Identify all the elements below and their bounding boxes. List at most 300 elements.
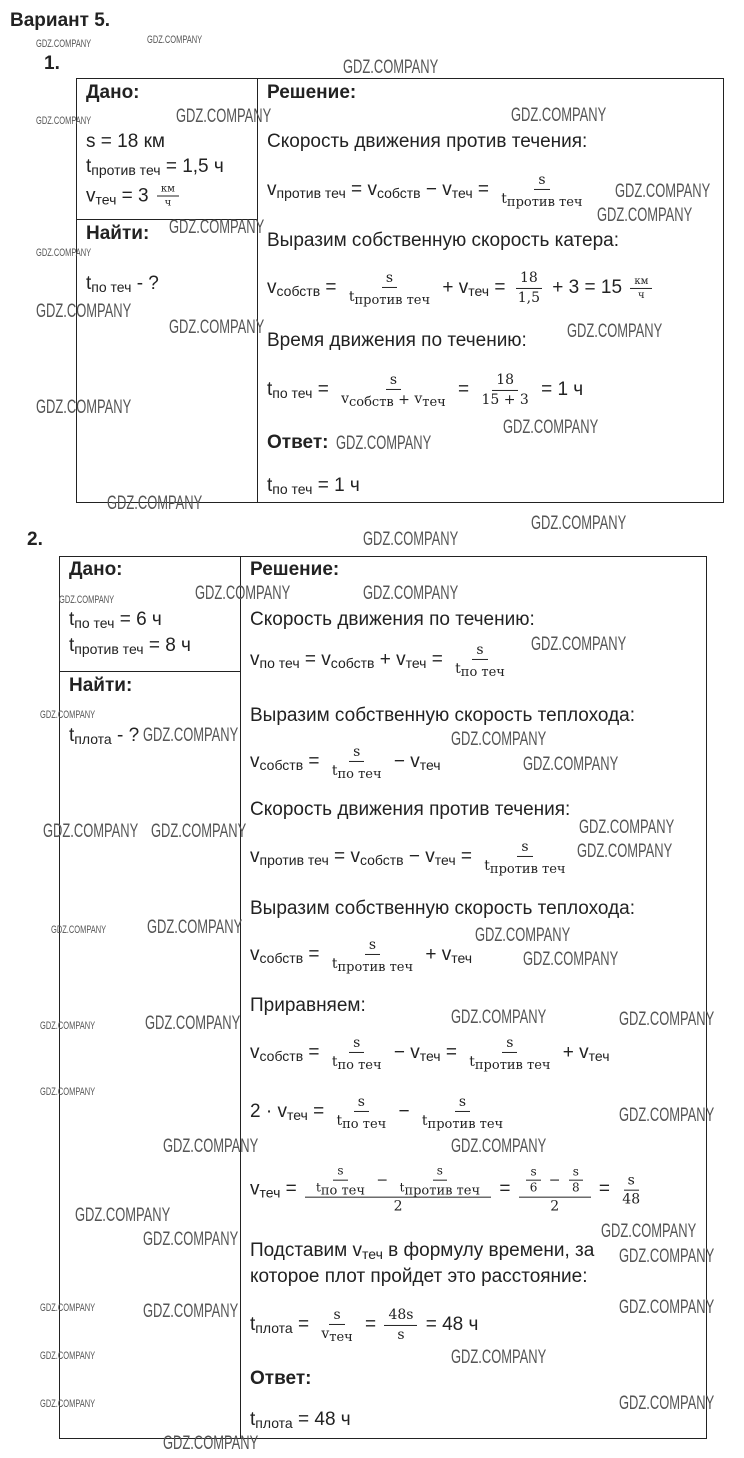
variable-symbol: t — [348, 289, 355, 306]
variable-symbol: t — [69, 609, 75, 630]
variable-subscript: теч — [422, 395, 446, 411]
text-run: s — [476, 641, 484, 658]
variable-symbol: v — [250, 1178, 260, 1200]
variable — [469, 1053, 550, 1072]
text-run: в формулу времени, за — [382, 1240, 595, 1261]
variable-subscript: собств — [330, 654, 375, 671]
text-run: 2 · — [250, 1100, 278, 1122]
numerator — [534, 171, 549, 190]
variable-symbol: v — [250, 1041, 260, 1063]
variable — [414, 390, 445, 409]
variable-subscript: плота — [74, 731, 112, 747]
variable-subscript: теч — [468, 282, 490, 299]
variable-symbol: t — [86, 273, 92, 294]
text-run: Скорость движения против течения: — [250, 799, 571, 820]
variable-symbol: v — [579, 1041, 589, 1063]
text-run: + — [420, 943, 442, 965]
variable-symbol: v — [250, 750, 260, 772]
solution-formula — [250, 641, 512, 679]
fraction — [337, 371, 450, 409]
variable — [341, 390, 394, 409]
watermark-text: GDZ.COMPANY — [40, 1350, 96, 1362]
watermark-text: GDZ.COMPANY — [523, 949, 619, 970]
text-run: Найти: — [86, 223, 150, 244]
text-run: = — [593, 1178, 616, 1200]
text-run: s = 18 км — [86, 131, 165, 152]
variable-subscript: по теч — [272, 384, 313, 401]
variable — [455, 660, 505, 679]
text-run: s — [389, 371, 398, 388]
variable-symbol: t — [501, 191, 507, 208]
text-run: км — [634, 275, 649, 287]
fraction — [312, 1164, 369, 1197]
variable — [367, 179, 420, 201]
text-run: + — [437, 276, 459, 298]
text-run: s — [353, 1034, 361, 1051]
text-run: − — [371, 1172, 393, 1189]
text-run: = — [320, 276, 342, 298]
variable — [332, 1053, 382, 1072]
text-run: s — [530, 1164, 537, 1179]
variable-symbol: v — [267, 178, 277, 200]
watermark-text: GDZ.COMPANY — [579, 817, 675, 838]
variable-symbol: t — [86, 156, 92, 177]
variable-symbol: v — [352, 1240, 362, 1261]
denominator — [634, 288, 649, 301]
watermark-text: GDZ.COMPANY — [176, 106, 272, 127]
numerator — [517, 838, 532, 857]
numerator — [455, 1093, 470, 1112]
numerator — [630, 274, 652, 288]
text-run: = — [303, 750, 325, 772]
variable — [350, 846, 403, 868]
text-run: 1,5 — [517, 289, 541, 306]
text-run: = — [489, 276, 511, 298]
numerator — [433, 1164, 447, 1181]
variable-subscript: теч — [259, 1184, 281, 1201]
find-label — [69, 675, 132, 697]
variable-symbol: v — [250, 943, 260, 965]
numerator — [349, 743, 364, 762]
solution-text — [267, 230, 619, 252]
numerator — [492, 371, 518, 390]
text-run: = 6 ч — [114, 609, 162, 630]
variable-symbol: t — [455, 661, 461, 678]
fraction — [480, 838, 569, 876]
denominator — [345, 288, 434, 307]
solution-text — [250, 799, 570, 821]
text-run: Выразим собственную скорость теплохода: — [250, 705, 636, 726]
variable-symbol: v — [250, 845, 260, 867]
text-run: = 48 ч — [292, 1409, 351, 1430]
variable-subscript: по теч — [460, 665, 505, 681]
text-run: Дано: — [86, 82, 140, 103]
denominator — [618, 1190, 644, 1208]
variable-symbol: t — [250, 1313, 256, 1335]
fraction — [328, 936, 417, 974]
variable — [250, 1409, 293, 1431]
variable — [422, 1112, 503, 1131]
fraction — [384, 1306, 417, 1343]
denominator — [328, 762, 386, 781]
text-run: Решение: — [267, 82, 357, 103]
variable-symbol: t — [250, 1409, 256, 1430]
text-run: Найти: — [69, 675, 133, 696]
text-run: s — [353, 743, 361, 760]
numerator — [329, 1306, 344, 1325]
variable-symbol: v — [442, 178, 452, 200]
solution-formula — [250, 838, 573, 876]
variable-symbol: v — [86, 185, 96, 206]
watermark-text: GDZ.COMPANY — [451, 729, 547, 750]
watermark-text: GDZ.COMPANY — [615, 181, 711, 202]
solution-text — [250, 995, 366, 1017]
watermark-text: GDZ.COMPANY — [363, 529, 459, 550]
fraction — [514, 269, 544, 306]
variable-symbol: v — [267, 276, 277, 298]
variable — [332, 955, 413, 974]
denominator — [497, 190, 586, 209]
variable-subscript: теч — [419, 756, 441, 773]
text-run: ч — [164, 197, 172, 209]
solution-formula — [250, 1034, 610, 1072]
variable-symbol: v — [410, 1041, 420, 1063]
watermark-text: GDZ.COMPANY — [195, 583, 291, 604]
text-run: = 1,5 ч — [160, 156, 224, 177]
denominator — [161, 197, 176, 210]
variable — [410, 751, 440, 773]
variable — [501, 190, 582, 209]
text-run: s — [572, 1164, 579, 1179]
variable — [349, 288, 430, 307]
watermark-text: GDZ.COMPANY — [577, 841, 673, 862]
text-run: Решение: — [250, 559, 340, 580]
watermark-text: GDZ.COMPANY — [75, 1205, 171, 1226]
watermark-text: GDZ.COMPANY — [619, 1393, 715, 1414]
variable — [69, 725, 112, 747]
text-run: = 48 ч — [420, 1313, 479, 1335]
watermark-text: GDZ.COMPANY — [36, 115, 92, 127]
watermark-text: GDZ.COMPANY — [40, 709, 96, 721]
variable-symbol: t — [421, 1113, 428, 1130]
text-run: − — [420, 178, 443, 200]
watermark-text: GDZ.COMPANY — [40, 1302, 96, 1314]
text-run: s — [458, 1093, 467, 1110]
text-run: = 8 ч — [143, 635, 191, 656]
watermark-text: GDZ.COMPANY — [143, 725, 239, 746]
watermark-text: GDZ.COMPANY — [531, 634, 627, 655]
variable-subscript: собств — [259, 756, 304, 773]
find-item — [86, 273, 159, 295]
text-run: s — [506, 1034, 514, 1051]
fraction — [345, 269, 434, 307]
watermark-text: GDZ.COMPANY — [601, 1221, 697, 1242]
watermark-text: GDZ.COMPANY — [40, 1086, 96, 1098]
text-run: = — [328, 845, 351, 867]
variable — [86, 185, 116, 207]
text-run: 6 — [529, 1180, 538, 1195]
fraction — [305, 1164, 491, 1217]
text-run: − — [544, 1172, 565, 1189]
numerator — [526, 1164, 540, 1181]
text-run: Ответ: — [267, 432, 329, 453]
variable — [336, 1112, 386, 1131]
watermark-text: GDZ.COMPANY — [163, 1433, 259, 1454]
watermark-text: GDZ.COMPANY — [619, 1009, 715, 1030]
variable — [425, 846, 455, 868]
fraction — [477, 371, 532, 408]
given-label — [86, 82, 140, 104]
text-run: = — [303, 943, 325, 965]
denominator — [312, 1180, 369, 1197]
numerator — [386, 371, 401, 390]
watermark-text: GDZ.COMPANY — [523, 754, 619, 775]
variable — [442, 944, 472, 966]
text-run: Ответ: — [250, 1368, 312, 1389]
watermark-text: GDZ.COMPANY — [36, 397, 132, 418]
solution-text — [250, 898, 635, 920]
variable-subscript: против теч — [259, 851, 329, 868]
solution-heading — [250, 559, 339, 581]
solution-text — [250, 609, 535, 631]
variable-symbol: t — [331, 763, 338, 780]
variable-subscript: против теч — [489, 862, 566, 878]
watermark-text: GDZ.COMPANY — [336, 433, 432, 454]
unit-fraction — [157, 183, 179, 210]
watermark-text: GDZ.COMPANY — [503, 417, 599, 438]
watermark-text: GDZ.COMPANY — [597, 205, 693, 226]
text-run: 18 — [496, 372, 515, 389]
text-run: = — [359, 1313, 382, 1335]
variable-subscript: против теч — [404, 1183, 481, 1199]
watermark-text: GDZ.COMPANY — [169, 217, 265, 238]
denominator — [451, 660, 509, 679]
solution-text — [250, 1266, 588, 1288]
denominator — [514, 288, 544, 306]
text-run: = — [303, 1041, 325, 1063]
solution-formula — [250, 1093, 510, 1131]
denominator — [526, 1181, 542, 1197]
text-run: s — [627, 1172, 635, 1189]
text-run: 2 — [393, 1199, 403, 1216]
variable — [250, 1179, 280, 1201]
variable-subscript: теч — [419, 1047, 441, 1064]
solution-formula — [267, 171, 590, 209]
problem-1-number: 1. — [44, 53, 60, 74]
text-run: Время движения по течению: — [267, 330, 527, 351]
variable-symbol: v — [396, 648, 406, 670]
find-label — [86, 223, 149, 245]
variable-subscript: теч — [362, 1246, 383, 1262]
text-run: − — [403, 845, 426, 867]
text-run: = — [280, 1178, 303, 1200]
numerator — [157, 183, 179, 197]
fraction — [526, 1164, 542, 1196]
given-item — [69, 609, 162, 631]
variable-subscript: против теч — [91, 162, 161, 178]
text-run: 15 + 3 — [481, 391, 529, 408]
variable — [250, 649, 300, 671]
solution-text — [250, 705, 635, 727]
variable-subscript: против теч — [506, 195, 583, 211]
variable-subscript: по теч — [74, 615, 115, 631]
text-run: = 1 ч — [535, 378, 584, 400]
variable — [400, 1180, 480, 1197]
fraction — [328, 743, 386, 781]
given-label — [69, 559, 123, 581]
watermark-text: GDZ.COMPANY — [145, 1013, 241, 1034]
variable-subscript: по теч — [337, 1058, 382, 1074]
watermark-text: GDZ.COMPANY — [151, 821, 247, 842]
text-run: ч — [638, 289, 645, 301]
variable-symbol: t — [399, 1180, 405, 1195]
numerator — [333, 1164, 347, 1181]
denominator — [546, 1197, 563, 1215]
watermark-text: GDZ.COMPANY — [619, 1105, 715, 1126]
text-run: + 3 = 15 — [547, 276, 628, 298]
variable-subscript: по теч — [91, 279, 132, 295]
variable — [250, 1314, 293, 1336]
text-run: Скорость движения против течения: — [267, 131, 588, 152]
given-item — [86, 131, 165, 153]
solution-text — [267, 330, 527, 352]
watermark-text: GDZ.COMPANY — [40, 1020, 96, 1032]
text-run: = — [426, 648, 449, 670]
numerator — [365, 936, 380, 955]
text-run: 2 — [550, 1198, 560, 1215]
denominator — [477, 390, 532, 408]
variable-subscript: теч — [588, 1047, 610, 1064]
variable-subscript: против теч — [276, 184, 346, 201]
variable — [69, 635, 144, 657]
text-run: = — [312, 378, 335, 400]
text-run: - ? — [131, 273, 159, 294]
variable — [484, 857, 565, 876]
solution-formula — [250, 1306, 478, 1344]
variable — [267, 475, 312, 497]
fraction — [618, 1171, 644, 1208]
watermark-text: GDZ.COMPANY — [567, 321, 663, 342]
column-divider — [240, 557, 241, 1438]
numerator — [354, 1093, 369, 1112]
watermark-text: GDZ.COMPANY — [40, 1398, 96, 1410]
variable-subscript: собств — [259, 1047, 304, 1064]
variable-subscript: теч — [434, 851, 456, 868]
variable — [86, 156, 161, 178]
variable-symbol: v — [321, 648, 331, 670]
variable — [321, 1325, 352, 1344]
variable — [267, 379, 312, 401]
text-run: s — [337, 1163, 344, 1178]
variable — [579, 1042, 609, 1064]
text-run: = 1 ч — [312, 475, 360, 496]
numerator — [502, 1034, 517, 1053]
variable — [321, 649, 374, 671]
variable — [86, 273, 131, 295]
unit-fraction — [630, 274, 652, 301]
numerator — [384, 1306, 417, 1325]
numerator — [305, 1164, 491, 1198]
variable-symbol: t — [469, 1054, 475, 1071]
variable-subscript: по теч — [342, 1117, 387, 1133]
variable — [316, 1180, 365, 1197]
watermark-text: GDZ.COMPANY — [36, 247, 92, 259]
variable — [459, 277, 489, 299]
watermark-text: GDZ.COMPANY — [619, 1246, 715, 1267]
variable-symbol: v — [414, 391, 423, 408]
variable-subscript: по теч — [259, 654, 300, 671]
variable — [69, 609, 114, 631]
denominator — [337, 390, 450, 409]
variable-symbol: t — [336, 1113, 343, 1130]
variable — [396, 649, 426, 671]
watermark-text: GDZ.COMPANY — [531, 513, 627, 534]
fraction — [332, 1093, 390, 1131]
denominator — [465, 1053, 554, 1072]
text-run: − — [393, 1100, 415, 1122]
variable — [410, 1042, 440, 1064]
watermark-text: GDZ.COMPANY — [343, 57, 439, 78]
watermark-text: GDZ.COMPANY — [451, 1007, 547, 1028]
text-run: s — [368, 936, 377, 953]
text-run: 48s — [388, 1307, 414, 1324]
variable-symbol: t — [316, 1180, 321, 1195]
text-run: которое плот пройдет это расстояние: — [250, 1266, 588, 1287]
variable-symbol: v — [277, 1100, 287, 1122]
variable — [250, 751, 303, 773]
watermark-text: GDZ.COMPANY — [36, 38, 92, 50]
variable-symbol: v — [441, 943, 452, 965]
solution-formula — [250, 1409, 351, 1431]
denominator — [393, 1325, 408, 1343]
text-run: = — [452, 378, 475, 400]
denominator — [396, 1180, 484, 1197]
text-run: км — [160, 183, 175, 195]
solution-heading — [267, 432, 328, 454]
variable — [250, 846, 329, 868]
given-item — [69, 635, 191, 657]
variable-symbol: v — [341, 391, 349, 408]
variable — [353, 1240, 383, 1262]
row-divider — [60, 671, 241, 672]
text-run: = — [292, 1313, 315, 1335]
watermark-text: GDZ.COMPANY — [511, 105, 607, 126]
text-run: = — [455, 845, 478, 867]
variant-title: Вариант 5. — [10, 10, 111, 31]
variable-subscript: против теч — [474, 1058, 551, 1074]
solution-heading — [267, 82, 356, 104]
fraction — [328, 1034, 386, 1072]
solution-text — [267, 131, 587, 153]
text-run: = 3 — [116, 185, 154, 206]
variable-symbol: t — [69, 635, 75, 656]
fraction — [418, 1093, 507, 1131]
variable-symbol: v — [425, 845, 435, 867]
denominator — [332, 1112, 390, 1131]
text-run: − — [388, 750, 411, 772]
text-run: Выразим собственную скорость теплохода: — [250, 898, 636, 919]
text-run: = — [345, 178, 368, 200]
variable — [267, 277, 320, 299]
variable-subscript: теч — [329, 1330, 353, 1346]
denominator — [317, 1325, 356, 1344]
variable-symbol: v — [350, 845, 360, 867]
variable-symbol: v — [410, 750, 420, 772]
find-item — [69, 725, 139, 747]
text-run: = — [307, 1100, 330, 1122]
variable-subscript: теч — [405, 654, 427, 671]
denominator — [328, 955, 417, 974]
